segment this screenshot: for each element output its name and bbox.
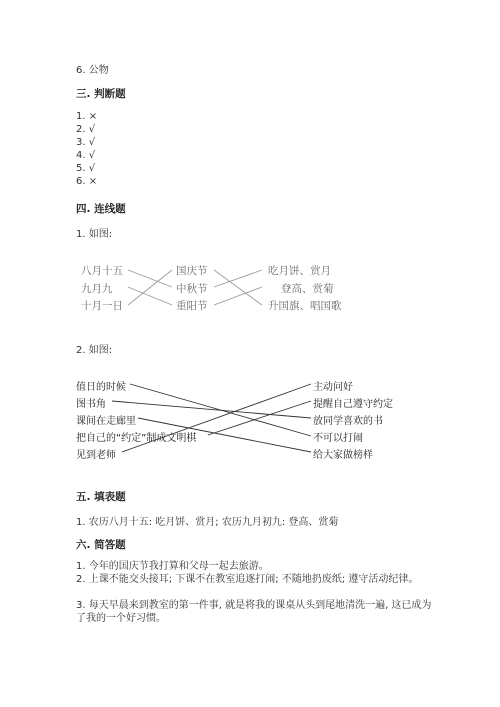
match2-right-item: 提醒自己遵守约定	[313, 399, 393, 410]
judgement-answer: 5. √	[76, 163, 96, 174]
match2-left-item: 图书角	[76, 399, 106, 410]
match1-mid-item: 重阳节	[176, 300, 208, 312]
judgement-answer: 6. ×	[76, 176, 98, 187]
question-label-2: 2. 如图:	[76, 345, 113, 356]
match1-right-item: 吃月饼、赏月	[268, 265, 331, 277]
judgement-answer: 3. √	[76, 137, 96, 148]
match1-mid-item: 中秋节	[176, 283, 208, 295]
match2-left-item: 课间在走廊里	[76, 416, 136, 427]
section-heading-matching: 四. 连线题	[76, 203, 126, 215]
match2-left-item: 值日的时候	[76, 382, 126, 393]
judgement-answer: 1. ×	[76, 111, 98, 122]
match1-left-item: 八月十五	[81, 265, 123, 277]
judgement-answer: 2. √	[76, 124, 96, 135]
match2-right-item: 不可以打闹	[313, 433, 363, 444]
section-heading-judgement: 三. 判断题	[76, 88, 126, 100]
match2-right-item: 主动问好	[313, 382, 353, 393]
match1-right-item: 升国旗、唱国歌	[268, 300, 342, 312]
short-answer-3: 3. 每天早晨来到教室的第一件事, 就是将我的课桌从头到尾地清洗一遍, 这已成为了我的一个好习惯。	[76, 600, 432, 624]
section-heading-fill-table: 五. 填表题	[76, 491, 126, 503]
judgement-answer: 4. √	[76, 150, 96, 161]
match1-left-item: 九月九	[81, 283, 113, 295]
fill-table-answer: 1. 农历八月十五: 吃月饼、赏月; 农历九月初九: 登高、赏菊	[76, 517, 339, 528]
short-answer-1: 1. 今年的国庆节我打算和父母一起去旅游。	[76, 561, 269, 572]
short-answer-2: 2. 上课不能交头接耳; 下课不在教室追逐打闹; 不随地扔废纸; 遵守活动纪律。	[76, 574, 419, 585]
answer-item-6: 6. 公物	[76, 65, 109, 76]
match2-right-item: 给大家做榜样	[313, 450, 373, 461]
match1-right-item: 登高、赏菊	[281, 283, 334, 295]
match2-right-item: 放同学喜欢的书	[313, 416, 383, 427]
match1-left-item: 十月一日	[81, 300, 123, 312]
question-label-1: 1. 如图:	[76, 229, 113, 240]
match1-mid-item: 国庆节	[176, 265, 208, 277]
match2-left-item: 见到老师	[76, 450, 116, 461]
match2-left-item: 把自己的“约定”制成文明棋	[76, 433, 197, 444]
section-heading-short-answer: 六. 简答题	[76, 539, 126, 551]
